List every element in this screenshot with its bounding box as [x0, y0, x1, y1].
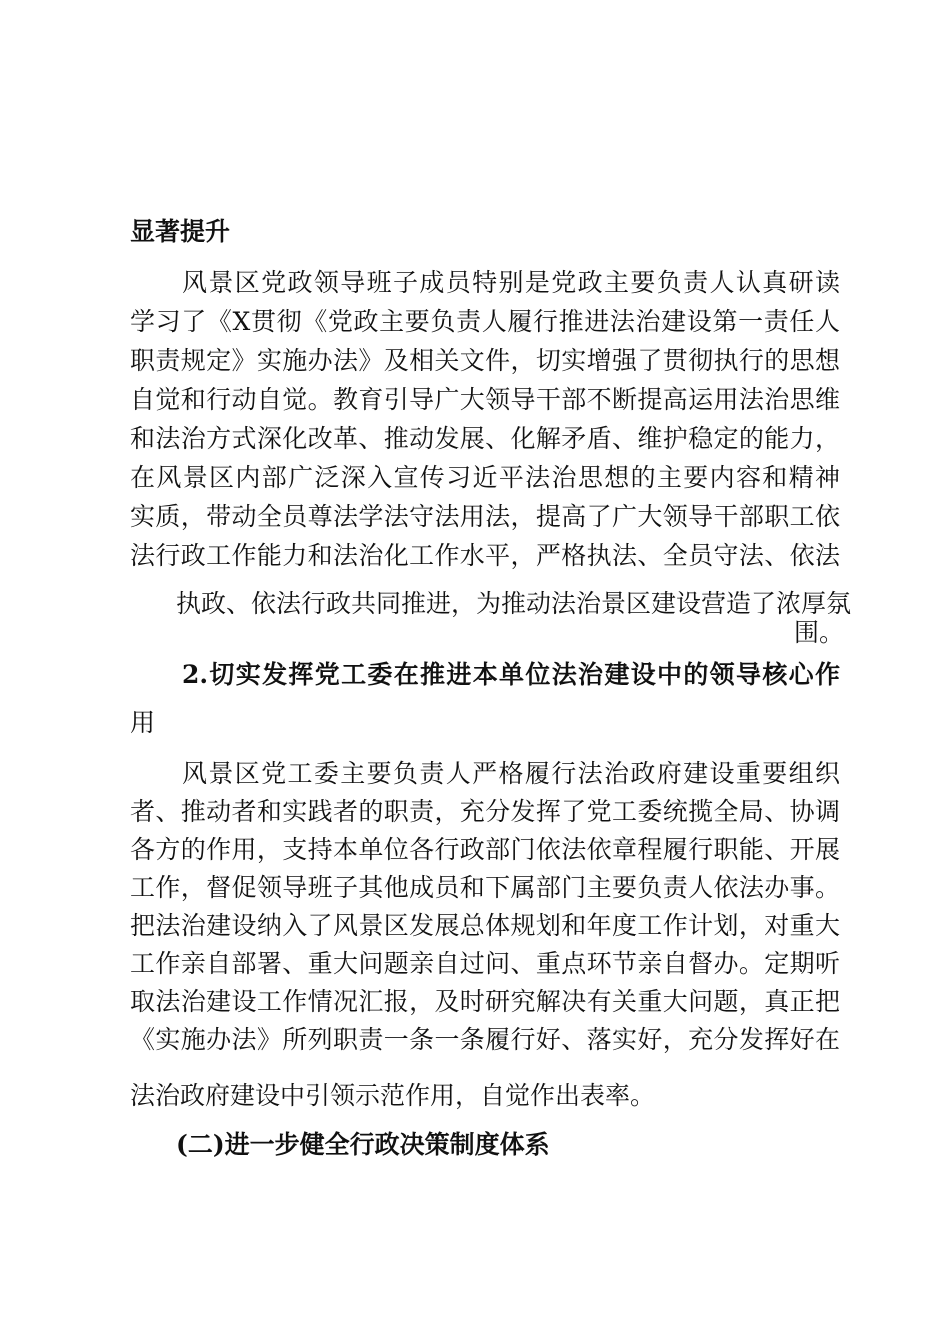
section-heading: (二)进一步健全行政决策制度体系 [176, 1130, 550, 1159]
paragraph-line: 实质，带动全员尊法学法守法用法，提高了广大领导干部职工依 [130, 502, 840, 531]
paragraph-line: 职责规定》实施办法》及相关文件，切实增强了贯彻执行的思想 [130, 346, 840, 375]
paragraph-line: 取法治建设工作情况汇报，及时研究解决有关重大问题，真正把 [130, 987, 840, 1016]
paragraph-line: 风景区党工委主要负责人严格履行法治政府建设重要组织 [182, 759, 840, 788]
paragraph-line: 和法治方式深化改革、推动发展、化解矛盾、维护稳定的能力， [130, 424, 840, 453]
heading-line: 2.切实发挥党工委在推进本单位法治建设中的领导核心作 [182, 660, 840, 689]
paragraph-line: 法治政府建设中引领示范作用，自觉作出表率。 [130, 1081, 656, 1110]
paragraph-line: 《实施办法》所列职责一条一条履行好、落实好，充分发挥好在 [130, 1025, 840, 1054]
section-heading: 显著提升 [130, 217, 231, 246]
paragraph-line: 工作，督促领导班子其他成员和下属部门主要负责人依法办事。 [130, 873, 840, 902]
paragraph-line: 在风景区内部广泛深入宣传习近平法治思想的主要内容和精神 [130, 463, 840, 492]
paragraph-line: 工作亲自部署、重大问题亲自过问、重点环节亲自督办。定期听 [130, 949, 840, 978]
paragraph-line: 学习了《X贯彻《党政主要负责人履行推进法治建设第一责任人 [130, 307, 840, 336]
paragraph-line: 围。 [794, 618, 845, 647]
paragraph-line: 法行政工作能力和法治化工作水平，严格执法、全员守法、依法 [130, 541, 840, 570]
paragraph-line: 把法治建设纳入了风景区发展总体规划和年度工作计划，对重大 [130, 911, 840, 940]
heading-line: 用 [130, 708, 156, 737]
paragraph-line: 风景区党政领导班子成员特别是党政主要负责人认真研读 [182, 268, 840, 297]
paragraph-line: 自觉和行动自觉。教育引导广大领导干部不断提高运用法治思维 [130, 385, 840, 414]
paragraph-line: 执政、依法行政共同推进，为推动法治景区建设营造了浓厚氛 [176, 589, 852, 618]
paragraph-line: 各方的作用，支持本单位各行政部门依法依章程履行职能、开展 [130, 835, 840, 864]
paragraph-line: 者、推动者和实践者的职责，充分发挥了党工委统揽全局、协调 [130, 797, 840, 826]
